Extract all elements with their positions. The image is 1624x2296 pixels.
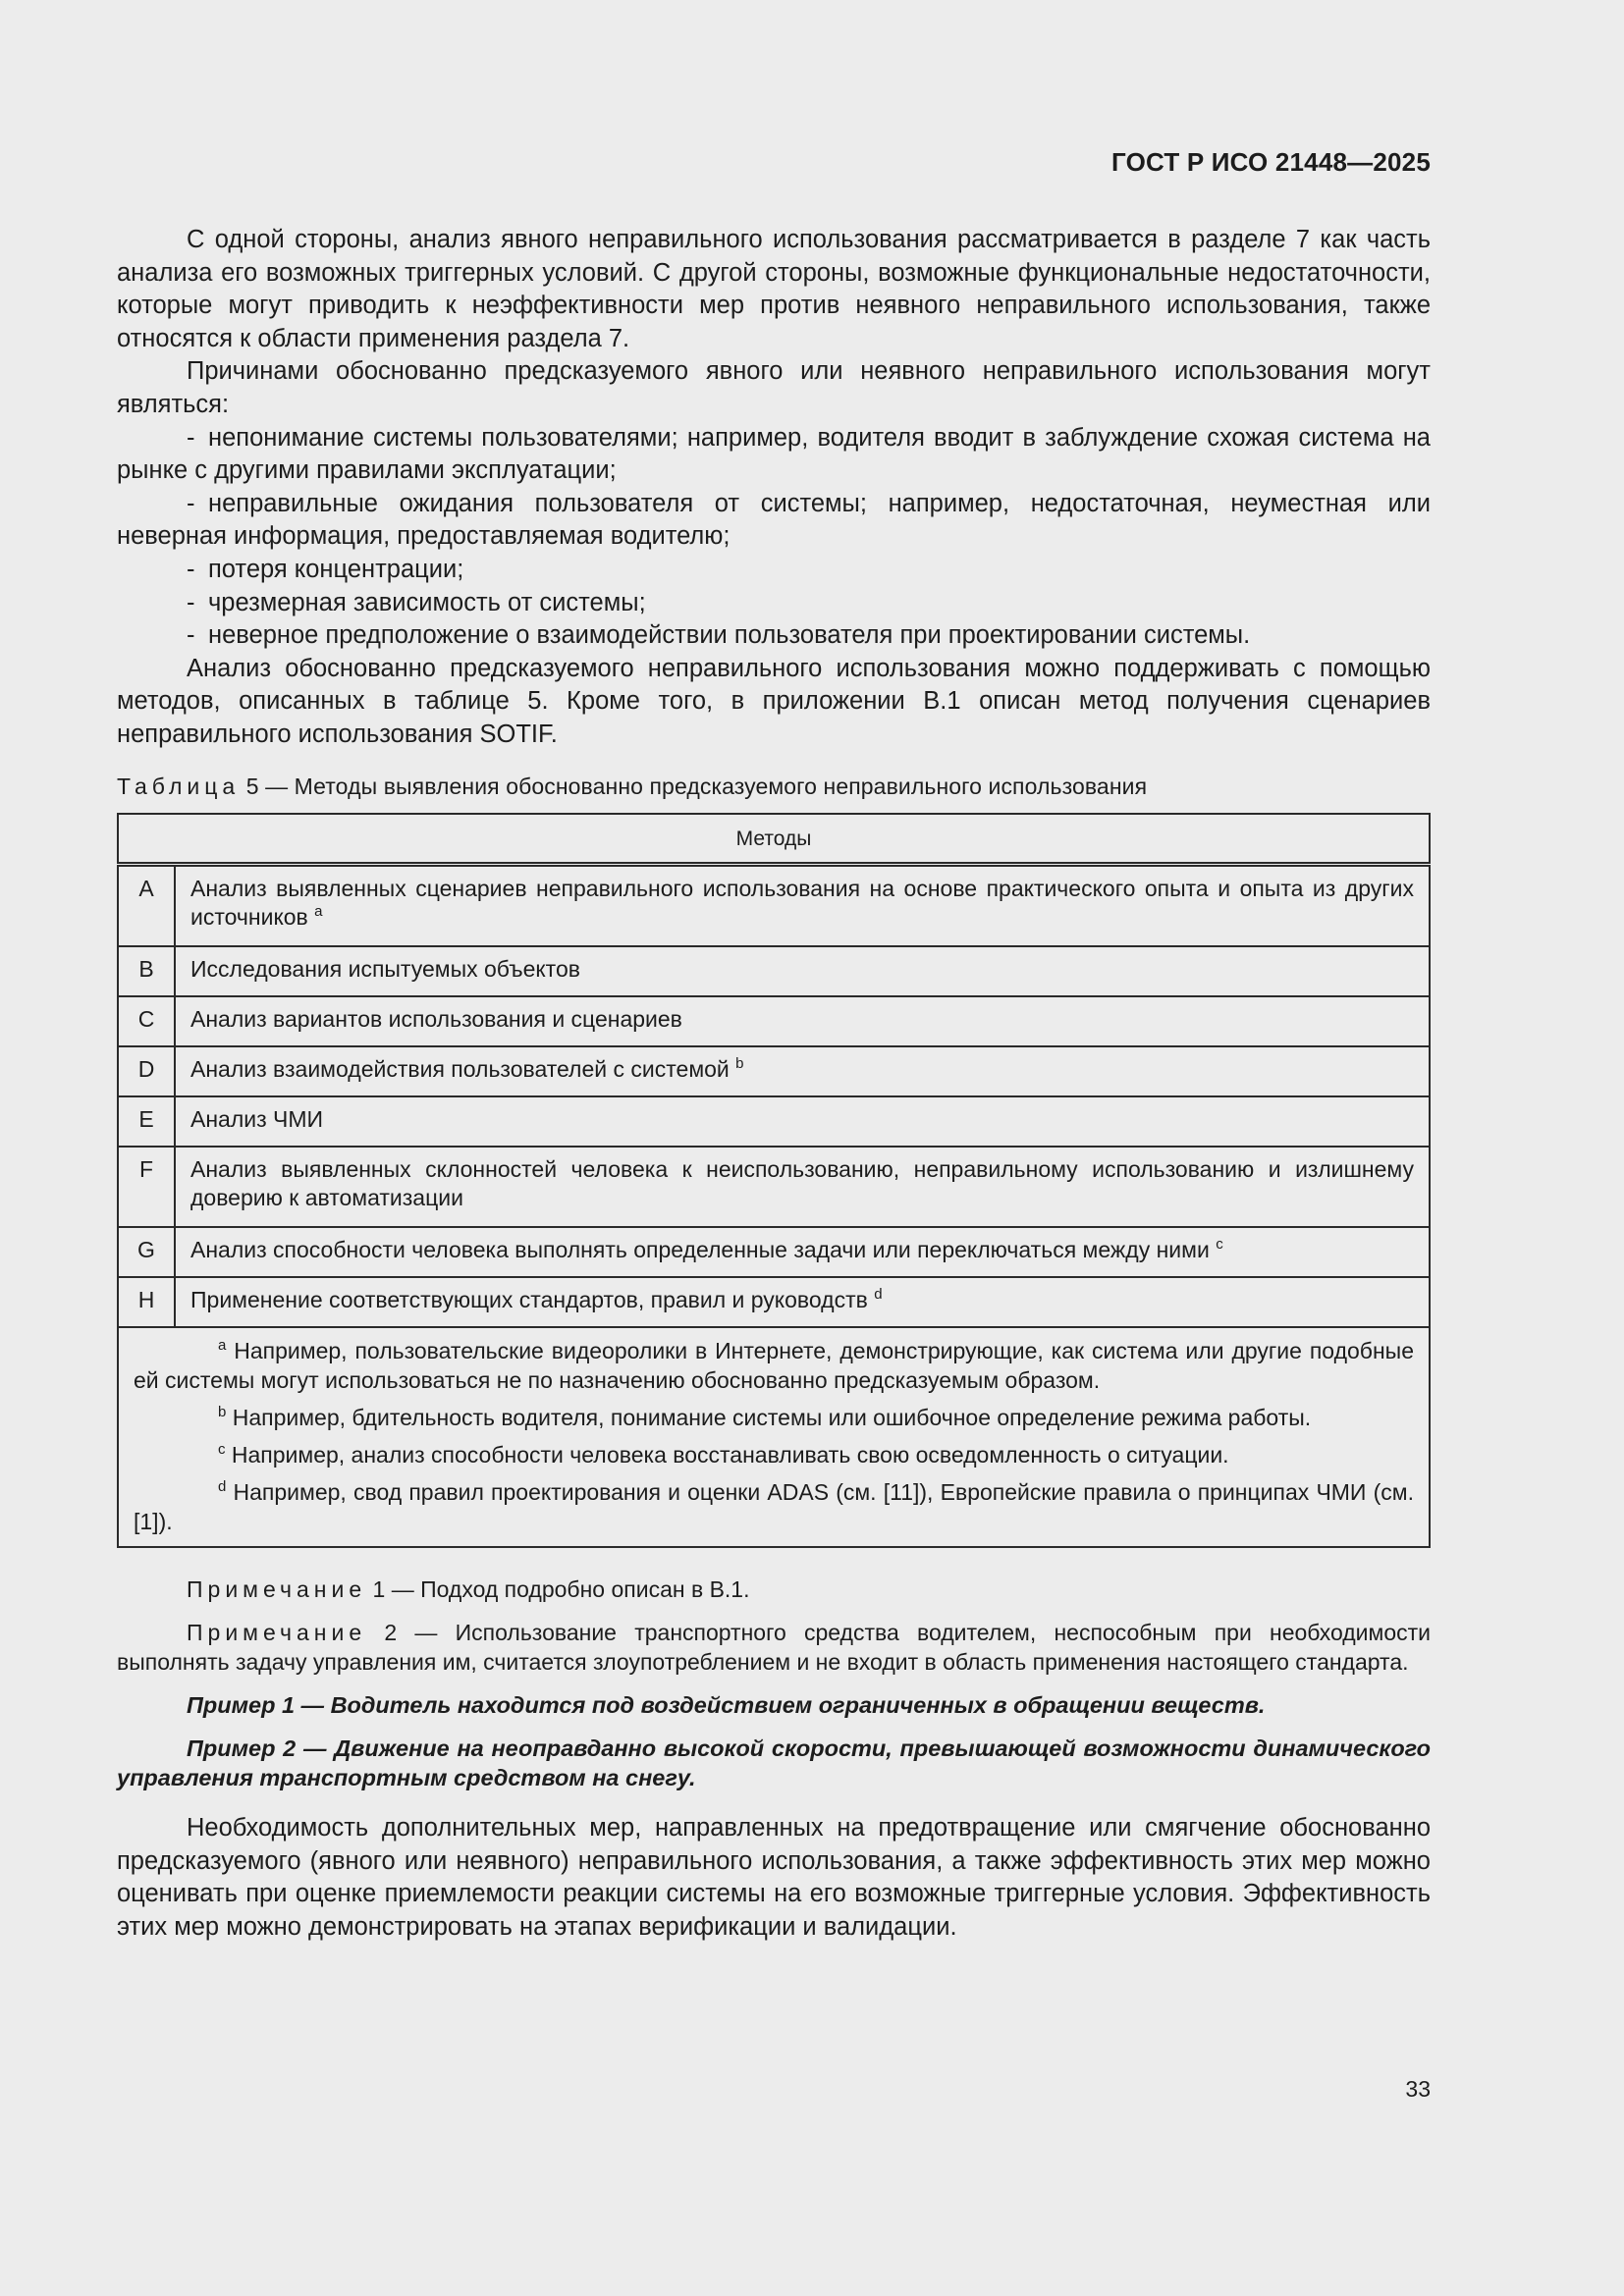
- after-table-section: [117, 1575, 1431, 1944]
- row-text: Анализ выявленных сценариев неправильного использования на основе практического опыта и опыта из других источников $^a$: [175, 865, 1430, 947]
- row-text: Анализ способности человека выполнять определенные задачи или переключаться между ними $^c$: [175, 1227, 1430, 1277]
- list-item: - неверное предположение о взаимодействии пользователя при проектировании системы.: [187, 621, 1251, 650]
- table-row: [118, 865, 1430, 947]
- table-footnotes: [118, 1327, 1430, 1547]
- note-2: Примечание 2 — Использование транспортного средства водителем, неспособным при необходимости выполнять задачу управления им, считается злоупотреблением и не входит в область применения настоящего стандарта.: [117, 1620, 1431, 1675]
- row-letter: G: [118, 1227, 175, 1277]
- table-header: Методы: [118, 814, 1430, 865]
- row-letter: B: [118, 946, 175, 996]
- example-1: Пример 1 — Водитель находится под воздействием ограниченных в обращении веществ.: [187, 1692, 1266, 1718]
- body-text: [117, 224, 1431, 752]
- list-item: - неправильные ожидания пользователя от системы; например, недостаточная, неуместная или неверная информация, предоставляемая водителю;: [117, 489, 1431, 551]
- table-footnotes-row: [118, 1327, 1430, 1547]
- table-row: [118, 1046, 1430, 1096]
- table-row: [118, 1147, 1430, 1227]
- row-letter: D: [118, 1046, 175, 1096]
- row-text: Применение соответствующих стандартов, правил и руководств $^d$: [175, 1277, 1430, 1327]
- paragraph-2: Причинами обоснованно предсказуемого явного или неявного неправильного использования могут являться:: [117, 357, 1431, 418]
- final-paragraph: Необходимость дополнительных мер, направленных на предотвращение или смягчение обоснованно предсказуемого (явного или неявного) неправильного использования, а также эффективность этих мер можно оценивать при оценке приемлемости реакции системы на его возможные триггерные условия. Эффективность этих мер можно демонстрировать на этапах верификации и валидации.: [117, 1814, 1431, 1941]
- table-row: [118, 1277, 1430, 1327]
- row-text: Анализ выявленных склонностей человека к неиспользованию, неправильному использованию и излишнему доверию к автоматизации: [175, 1147, 1430, 1227]
- row-text: Анализ ЧМИ: [175, 1096, 1430, 1147]
- row-text: Исследования испытуемых объектов: [175, 946, 1430, 996]
- row-letter: H: [118, 1277, 175, 1327]
- footnote: $^a$ Например, пользовательские видеоролики в Интернете, демонстрирующие, как система или другие подобные ей системы могут использоваться не по назначению обоснованно предсказуемым образом.: [134, 1337, 1415, 1393]
- methods-table: [117, 813, 1431, 1548]
- note-1: Примечание 1 — Подход подробно описан в В.1.: [187, 1576, 750, 1602]
- table-caption-text: 5 — Методы выявления обоснованно предсказуемого неправильного использования: [245, 774, 1148, 799]
- document-header: ГОСТ Р ИСО 21448—2025: [1110, 147, 1431, 177]
- row-letter: A: [118, 865, 175, 947]
- paragraph-3: Анализ обоснованно предсказуемого неправильного использования можно поддерживать с помощью методов, описанных в таблице 5. Кроме того, в приложении В.1 описан метод получения сценариев неправильного использования SOTIF.: [117, 654, 1431, 748]
- footnote: $^b$ Например, бдительность водителя, понимание системы или ошибочное определение режима работы.: [218, 1404, 1312, 1430]
- list-item: - непонимание системы пользователями; например, водителя вводит в заблуждение схожая система на рынке с другими правилами эксплуатации;: [117, 423, 1431, 485]
- table-caption-label: Таблица: [117, 774, 241, 799]
- row-letter: C: [118, 996, 175, 1046]
- list-item: - потеря концентрации;: [187, 555, 464, 583]
- row-text: Анализ вариантов использования и сценариев: [175, 996, 1430, 1046]
- row-letter: F: [118, 1147, 175, 1227]
- table-row: [118, 996, 1430, 1046]
- footnote: $^c$ Например, анализ способности человека восстанавливать свою осведомленность о ситуации.: [218, 1441, 1229, 1468]
- table-caption: [117, 774, 1147, 800]
- row-text: Анализ взаимодействия пользователей с системой $^b$: [175, 1046, 1430, 1096]
- paragraph-1: С одной стороны, анализ явного неправильного использования рассматривается в разделе 7 как часть анализа его возможных триггерных условий. С другой стороны, возможные функциональные недостаточности, которые могут приводить к неэффективности мер против неявного неправильного использования, также относятся к области применения раздела 7.: [117, 226, 1431, 352]
- table-row: [118, 1227, 1430, 1277]
- footnote: $^d$ Например, свод правил проектирования и оценки ADAS (см. [11]), Европейские правила о принципах ЧМИ (см. [1]).: [134, 1478, 1415, 1534]
- page-number: 33: [1405, 2076, 1431, 2102]
- table-row: [118, 1096, 1430, 1147]
- list-item: - чрезмерная зависимость от системы;: [187, 588, 646, 616]
- row-letter: E: [118, 1096, 175, 1147]
- table-row: [118, 946, 1430, 996]
- example-2: Пример 2 — Движение на неоправданно высокой скорости, превышающей возможности динамического управления транспортным средством на снегу.: [117, 1735, 1431, 1790]
